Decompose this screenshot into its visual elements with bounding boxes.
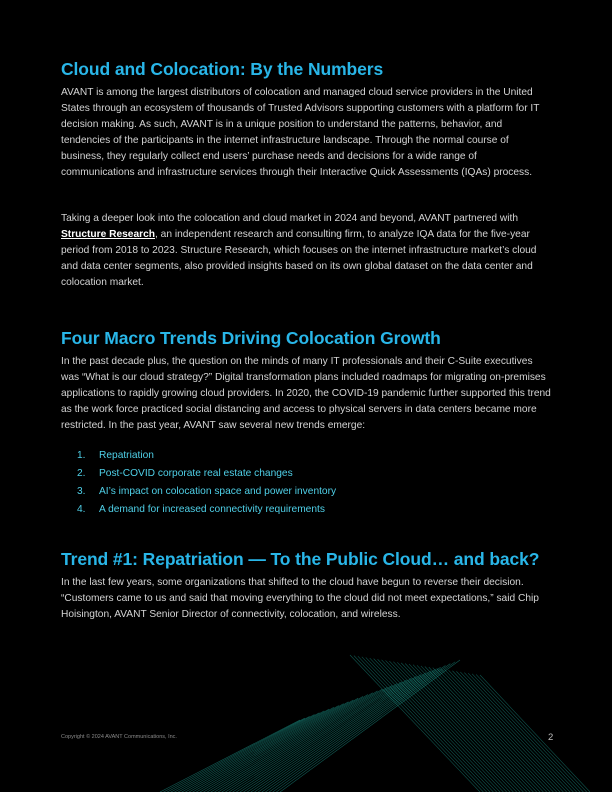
art-line	[476, 674, 587, 792]
art-line	[229, 685, 392, 792]
art-line	[425, 667, 543, 792]
p2-text-before: Taking a deeper look into the colocation and cloud market in 2024 and beyond, AVANT partnered with	[61, 213, 519, 224]
art-line	[437, 668, 554, 792]
art-line	[262, 669, 436, 792]
art-line	[409, 664, 530, 792]
art-line	[441, 669, 557, 792]
art-line	[236, 682, 401, 792]
art-line	[218, 691, 377, 792]
art-line	[374, 659, 500, 792]
art-line	[225, 687, 387, 792]
paragraph-avant-intro: AVANT is among the largest distributors of colocation and managed cloud service providers in the United States through an ecosystem of thousands of Trusted Advisors supporting customers with a platform for IT decision making. As such, AVANT is in a unique position to understand the patterns, behavior, and tendencies of the participants in the internet infrastructure landscape. Through the normal course of business, they regularly collect end users’ purchase needs and decisions for a wide range of communications and infrastructure services through their Interactive Quick Assessments (IQAs) process.	[61, 87, 540, 178]
list-item-text: Post-COVID corporate real estate changes	[99, 468, 293, 479]
list-item	[77, 465, 547, 483]
art-line	[160, 720, 300, 792]
list-item	[77, 501, 547, 519]
art-line	[164, 718, 305, 792]
art-line	[433, 668, 550, 792]
heading-trend-1-repatriation: Trend #1: Repatriation — To the Public Cloud… and back?	[61, 549, 540, 569]
list-item-number: 1.	[77, 450, 86, 461]
art-line	[460, 672, 573, 792]
trends-list	[77, 447, 547, 519]
paragraph-repatriation: In the last few years, some organizations that shifted to the cloud have begun to reverse their decision. “Customers came to us and said that moving everything to the cloud did not meet expectations,” said Chip Hoisington, AVANT Senior Director of connectivity, colocation, and wireless.	[61, 577, 539, 620]
art-line	[204, 698, 359, 792]
art-line	[472, 674, 583, 792]
art-line	[421, 666, 540, 792]
art-line	[222, 689, 383, 792]
list-item	[77, 447, 547, 465]
art-line	[464, 673, 576, 792]
footer-copyright: Copyright © 2024 AVANT Communications, Inc.	[61, 734, 177, 740]
art-line	[362, 657, 490, 792]
art-line	[280, 660, 460, 792]
art-line	[273, 664, 451, 792]
paragraph-structure-research	[61, 211, 553, 291]
heading-cloud-colocation: Cloud and Colocation: By the Numbers	[61, 59, 384, 79]
decorative-line-art	[150, 640, 590, 792]
art-line	[358, 656, 487, 792]
art-line	[171, 715, 315, 792]
paragraph-trends-intro: In the past decade plus, the question on the minds of many IT professionals and their C-Suite executives was “What is our cloud strategy?” Digital transformation plans included roadmaps for migrating on-premises applications to rapidly growing cloud providers. In 2020, the COVID-19 pandemic further supported this trend as the work force practiced social distancing and access to physical servers in data centers became more restricted. In the past year, AVANT saw several new trends emerge:	[61, 356, 551, 431]
p2-text-after: , an independent research and consulting firm, to analyze IQA data for the five-year period from 2018 to 2023. Structure Research, which focuses on the internet infrastructure market’s cloud and data center segments, also provided insights based on its own global dataset on the data center and colocation market.	[61, 229, 537, 288]
list-item-text: A demand for increased connectivity requirements	[99, 504, 325, 515]
art-line	[265, 667, 440, 792]
art-line	[258, 671, 431, 792]
list-item-text: Repatriation	[99, 450, 154, 461]
list-item	[77, 483, 547, 501]
list-item-number: 2.	[77, 468, 86, 479]
art-line	[244, 678, 412, 792]
page-number: 2	[548, 732, 554, 743]
heading-four-macro-trends: Four Macro Trends Driving Colocation Growth	[61, 328, 441, 348]
art-line	[429, 667, 547, 792]
art-line	[269, 665, 445, 792]
art-line	[417, 665, 537, 792]
list-item-number: 3.	[77, 486, 86, 497]
list-item-text: AI’s impact on colocation space and power inventory	[99, 486, 337, 497]
art-line	[366, 657, 494, 792]
art-line	[413, 665, 533, 792]
art-line	[468, 673, 580, 792]
art-line	[233, 684, 397, 792]
list-item-number: 4.	[77, 504, 86, 515]
art-line	[185, 707, 333, 792]
art-line	[255, 673, 427, 792]
structure-research-link[interactable]: Structure Research	[61, 229, 155, 240]
art-line	[240, 680, 407, 792]
